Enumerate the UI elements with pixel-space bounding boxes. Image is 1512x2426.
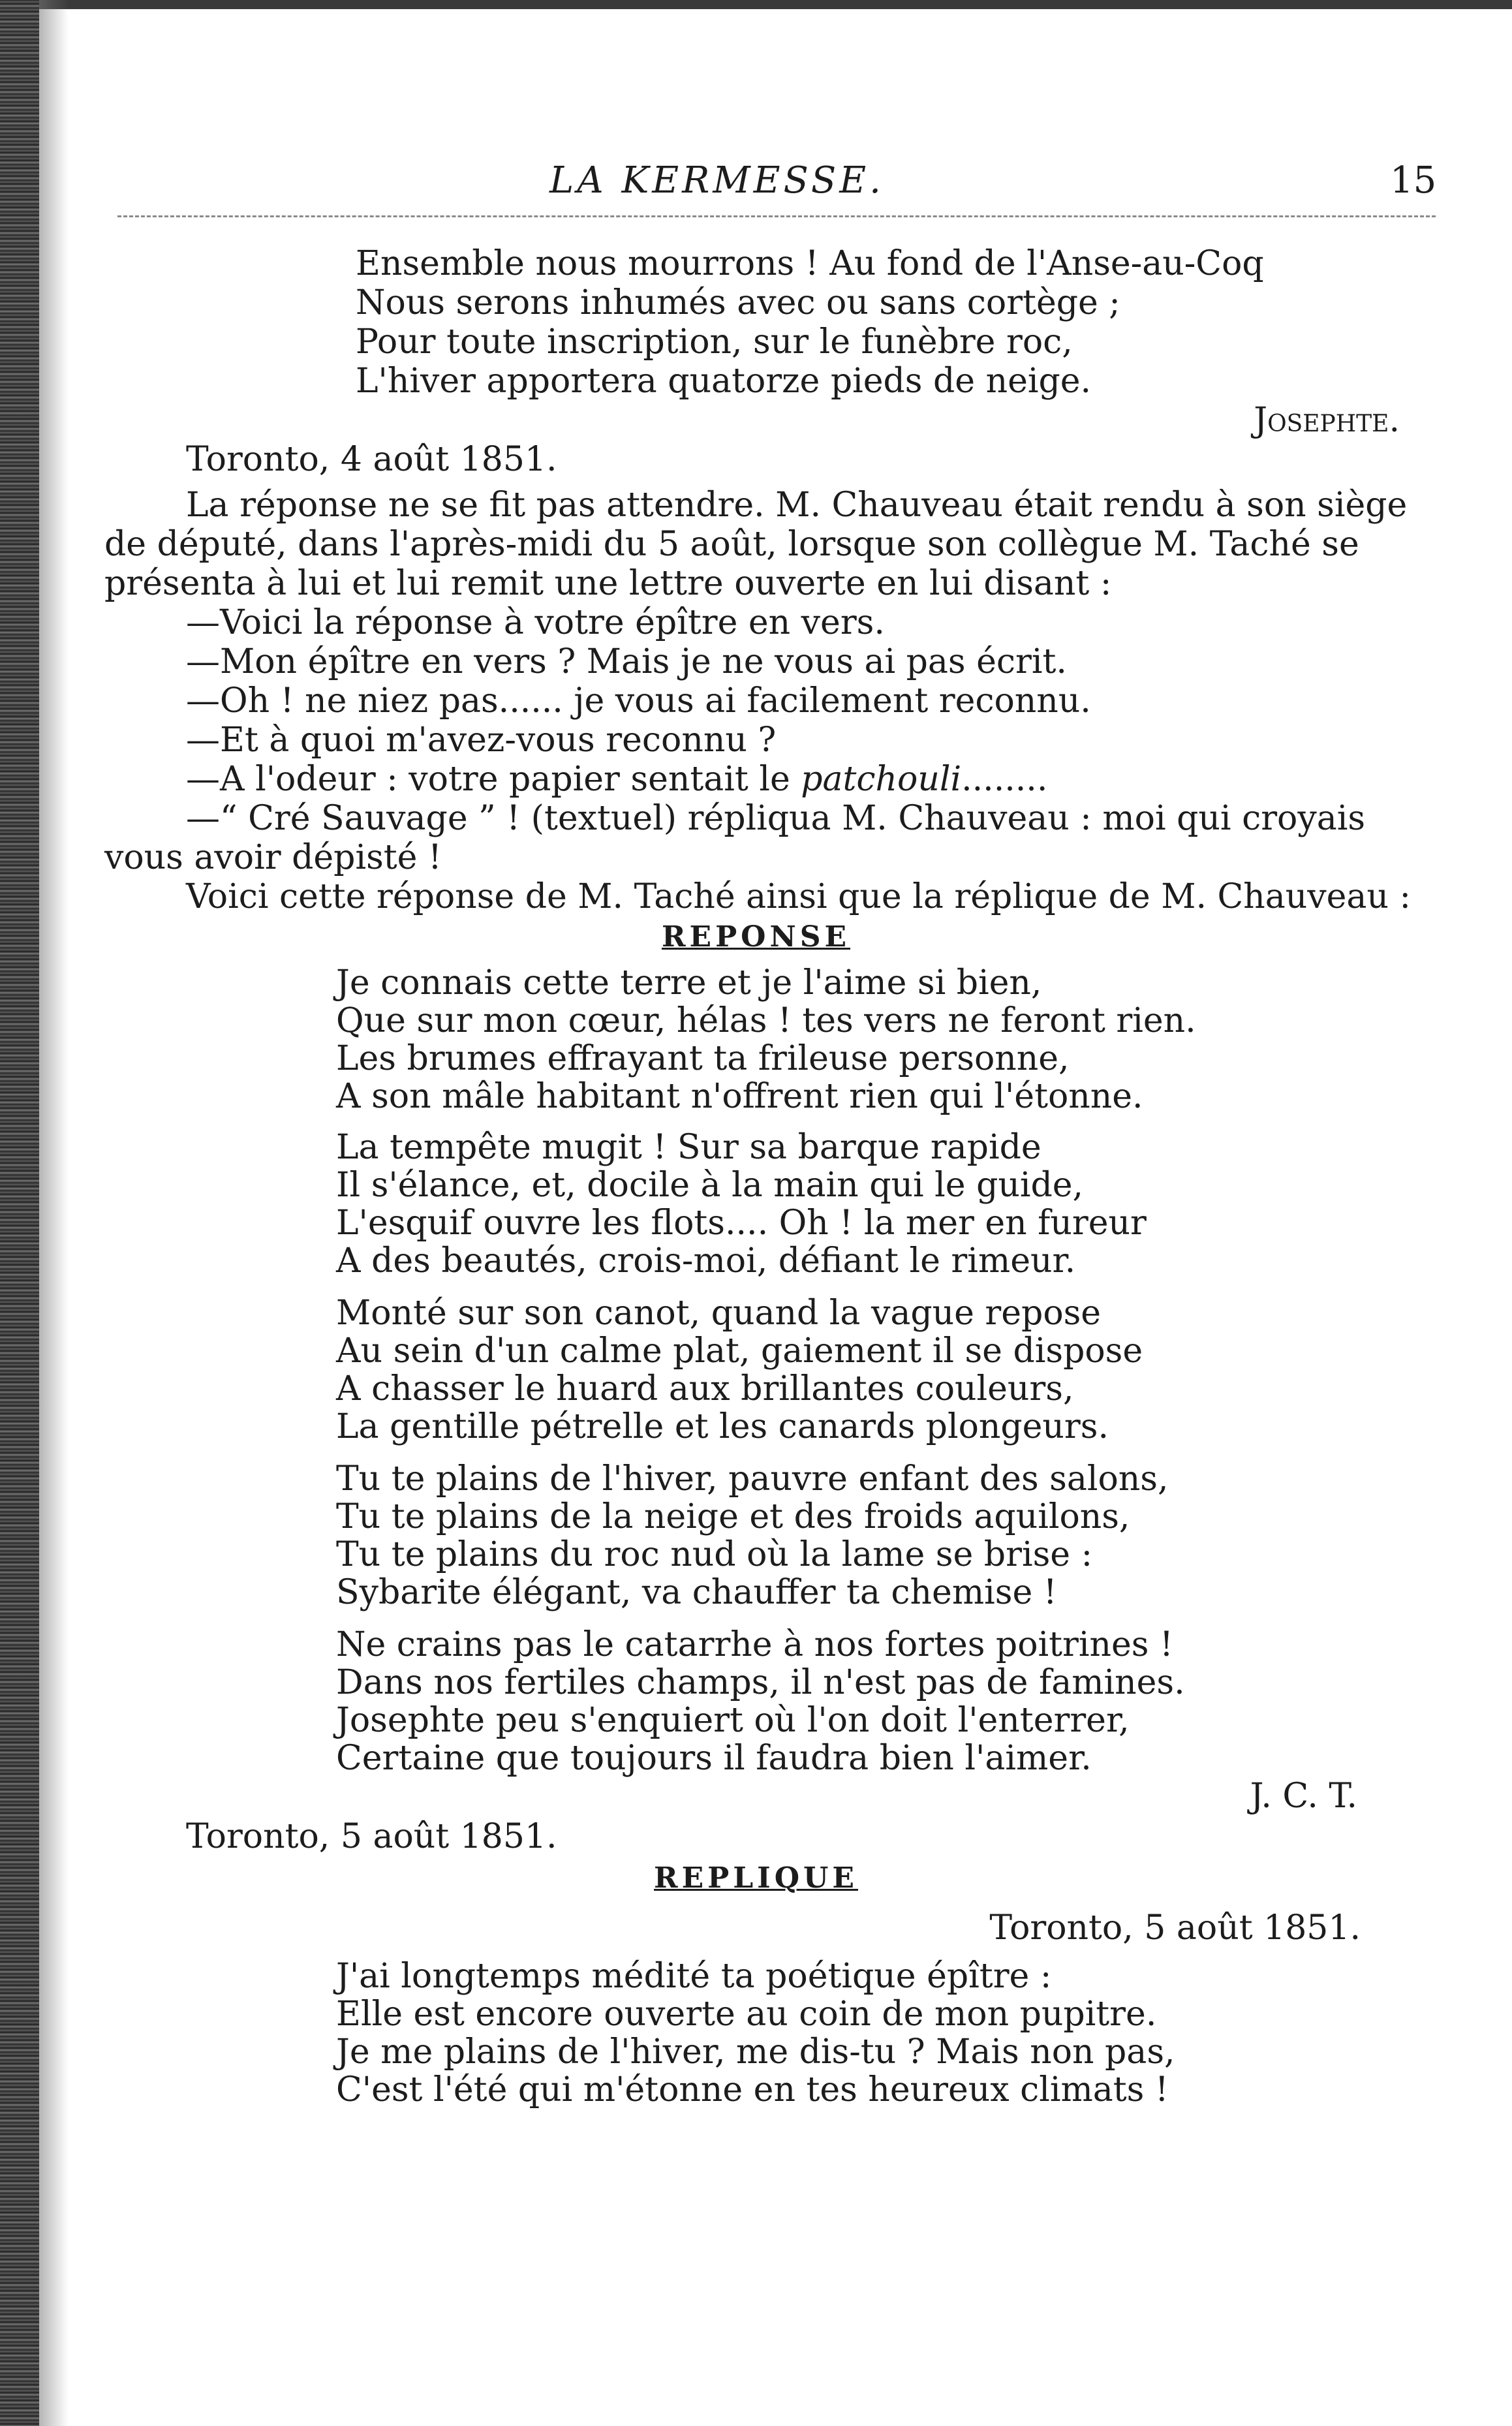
dialogue-line-1: —Voici la réponse à votre épître en vers. xyxy=(186,603,885,642)
reponse-s5-line-2: Dans nos fertiles champs, il n'est pas de famines. xyxy=(336,1663,1185,1702)
reponse-s1-line-4: A son mâle habitant n'offrent rien qui l'étonne. xyxy=(336,1077,1143,1116)
page-number: 15 xyxy=(1390,159,1437,202)
running-title: LA KERMESSE. xyxy=(549,159,884,202)
narrative-line-2: de député, dans l'après-midi du 5 août, lorsque son collègue M. Taché se xyxy=(104,525,1359,564)
poem1-place-date: Toronto, 4 août 1851. xyxy=(186,440,557,479)
reponse-s5-line-3: Josephte peu s'enquiert où l'on doit l'enterrer, xyxy=(336,1701,1130,1740)
reponse-s5-line-4: Certaine que toujours il faudra bien l'aimer. xyxy=(336,1739,1092,1778)
reponse-s1-line-3: Les brumes effrayant ta frileuse personne, xyxy=(336,1039,1070,1078)
replique-heading: REPLIQUE xyxy=(654,1861,858,1895)
reponse-s5-line-1: Ne crains pas le catarrhe à nos fortes poitrines ! xyxy=(336,1625,1173,1664)
replique-place-date: Toronto, 5 août 1851. xyxy=(989,1908,1361,1948)
book-binding-edge xyxy=(0,0,39,2426)
replique-line-3: Je me plains de l'hiver, me dis-tu ? Mais non pas, xyxy=(336,2032,1175,2072)
narrative-line-3: présenta à lui et lui remit une lettre ouverte en lui disant : xyxy=(104,564,1112,603)
dialogue-line-4: —Et à quoi m'avez-vous reconnu ? xyxy=(186,721,777,760)
intro-line: Voici cette réponse de M. Taché ainsi que la réplique de M. Chauveau : xyxy=(186,877,1411,916)
dialogue-line-3: —Oh ! ne niez pas...... je vous ai facilement reconnu. xyxy=(186,681,1091,721)
dialogue-line-2: —Mon épître en vers ? Mais je ne vous ai pas écrit. xyxy=(186,642,1067,681)
replique-line-4: C'est l'été qui m'étonne en tes heureux climats ! xyxy=(336,2070,1169,2109)
reponse-s4-line-2: Tu te plains de la neige et des froids aquilons, xyxy=(336,1497,1130,1536)
poem1-line-1: Ensemble nous mourrons ! Au fond de l'Anse-au-Coq xyxy=(356,244,1264,283)
replique-line-1: J'ai longtemps médité ta poétique épître : xyxy=(336,1957,1052,1996)
scent-suffix: ........ xyxy=(961,760,1048,799)
reponse-s2-line-1: La tempête mugit ! Sur sa barque rapide xyxy=(336,1128,1041,1167)
dialogue-line-7: vous avoir dépisté ! xyxy=(104,838,442,877)
poem1-line-2: Nous serons inhumés avec ou sans cortège ; xyxy=(356,283,1120,322)
reponse-s1-line-2: Que sur mon cœur, hélas ! tes vers ne feront rien. xyxy=(336,1001,1196,1040)
reponse-s2-line-4: A des beautés, crois-moi, défiant le rimeur. xyxy=(336,1241,1076,1281)
reponse-s4-line-1: Tu te plains de l'hiver, pauvre enfant des salons, xyxy=(336,1459,1169,1499)
dialogue-line-6: —“ Cré Sauvage ” ! (textuel) répliqua M. Chauveau : moi qui croyais xyxy=(186,799,1366,838)
binding-shadow xyxy=(39,0,69,2426)
page-top-edge xyxy=(0,0,1512,9)
reponse-s2-line-2: Il s'élance, et, docile à la main qui le guide, xyxy=(336,1166,1084,1205)
reponse-signature: J. C. T. xyxy=(1250,1777,1357,1816)
poem1-line-3: Pour toute inscription, sur le funèbre roc, xyxy=(356,322,1073,362)
reponse-s2-line-3: L'esquif ouvre les flots.... Oh ! la mer en fureur xyxy=(336,1204,1147,1243)
page-header xyxy=(0,159,1512,211)
reponse-s3-line-4: La gentille pétrelle et les canards plongeurs. xyxy=(336,1407,1109,1446)
reponse-s4-line-3: Tu te plains du roc nud où la lame se brise : xyxy=(336,1535,1093,1574)
scent-prefix: —A l'odeur : votre papier sentait le xyxy=(186,760,801,799)
reponse-s3-line-3: A chasser le huard aux brillantes couleurs, xyxy=(336,1369,1074,1408)
scent-word: patchouli xyxy=(801,760,962,799)
reponse-s3-line-1: Monté sur son canot, quand la vague repose xyxy=(336,1294,1102,1333)
reponse-heading: REPONSE xyxy=(661,920,851,954)
reponse-place-date: Toronto, 5 août 1851. xyxy=(186,1817,557,1856)
header-rule xyxy=(117,215,1436,217)
reponse-s1-line-1: Je connais cette terre et je l'aime si bien, xyxy=(336,963,1042,1003)
narrative-line-1: La réponse ne se fit pas attendre. M. Chauveau était rendu à son siège xyxy=(186,486,1408,525)
reponse-s3-line-2: Au sein d'un calme plat, gaiement il se dispose xyxy=(336,1331,1143,1371)
dialogue-line-5 xyxy=(186,760,1047,799)
poem1-line-4: L'hiver apportera quatorze pieds de neige. xyxy=(356,362,1092,401)
replique-line-2: Elle est encore ouverte au coin de mon pupitre. xyxy=(336,1995,1157,2034)
reponse-s4-line-4: Sybarite élégant, va chauffer ta chemise ! xyxy=(336,1573,1057,1612)
poem1-signature: Josephte. xyxy=(1254,401,1400,440)
